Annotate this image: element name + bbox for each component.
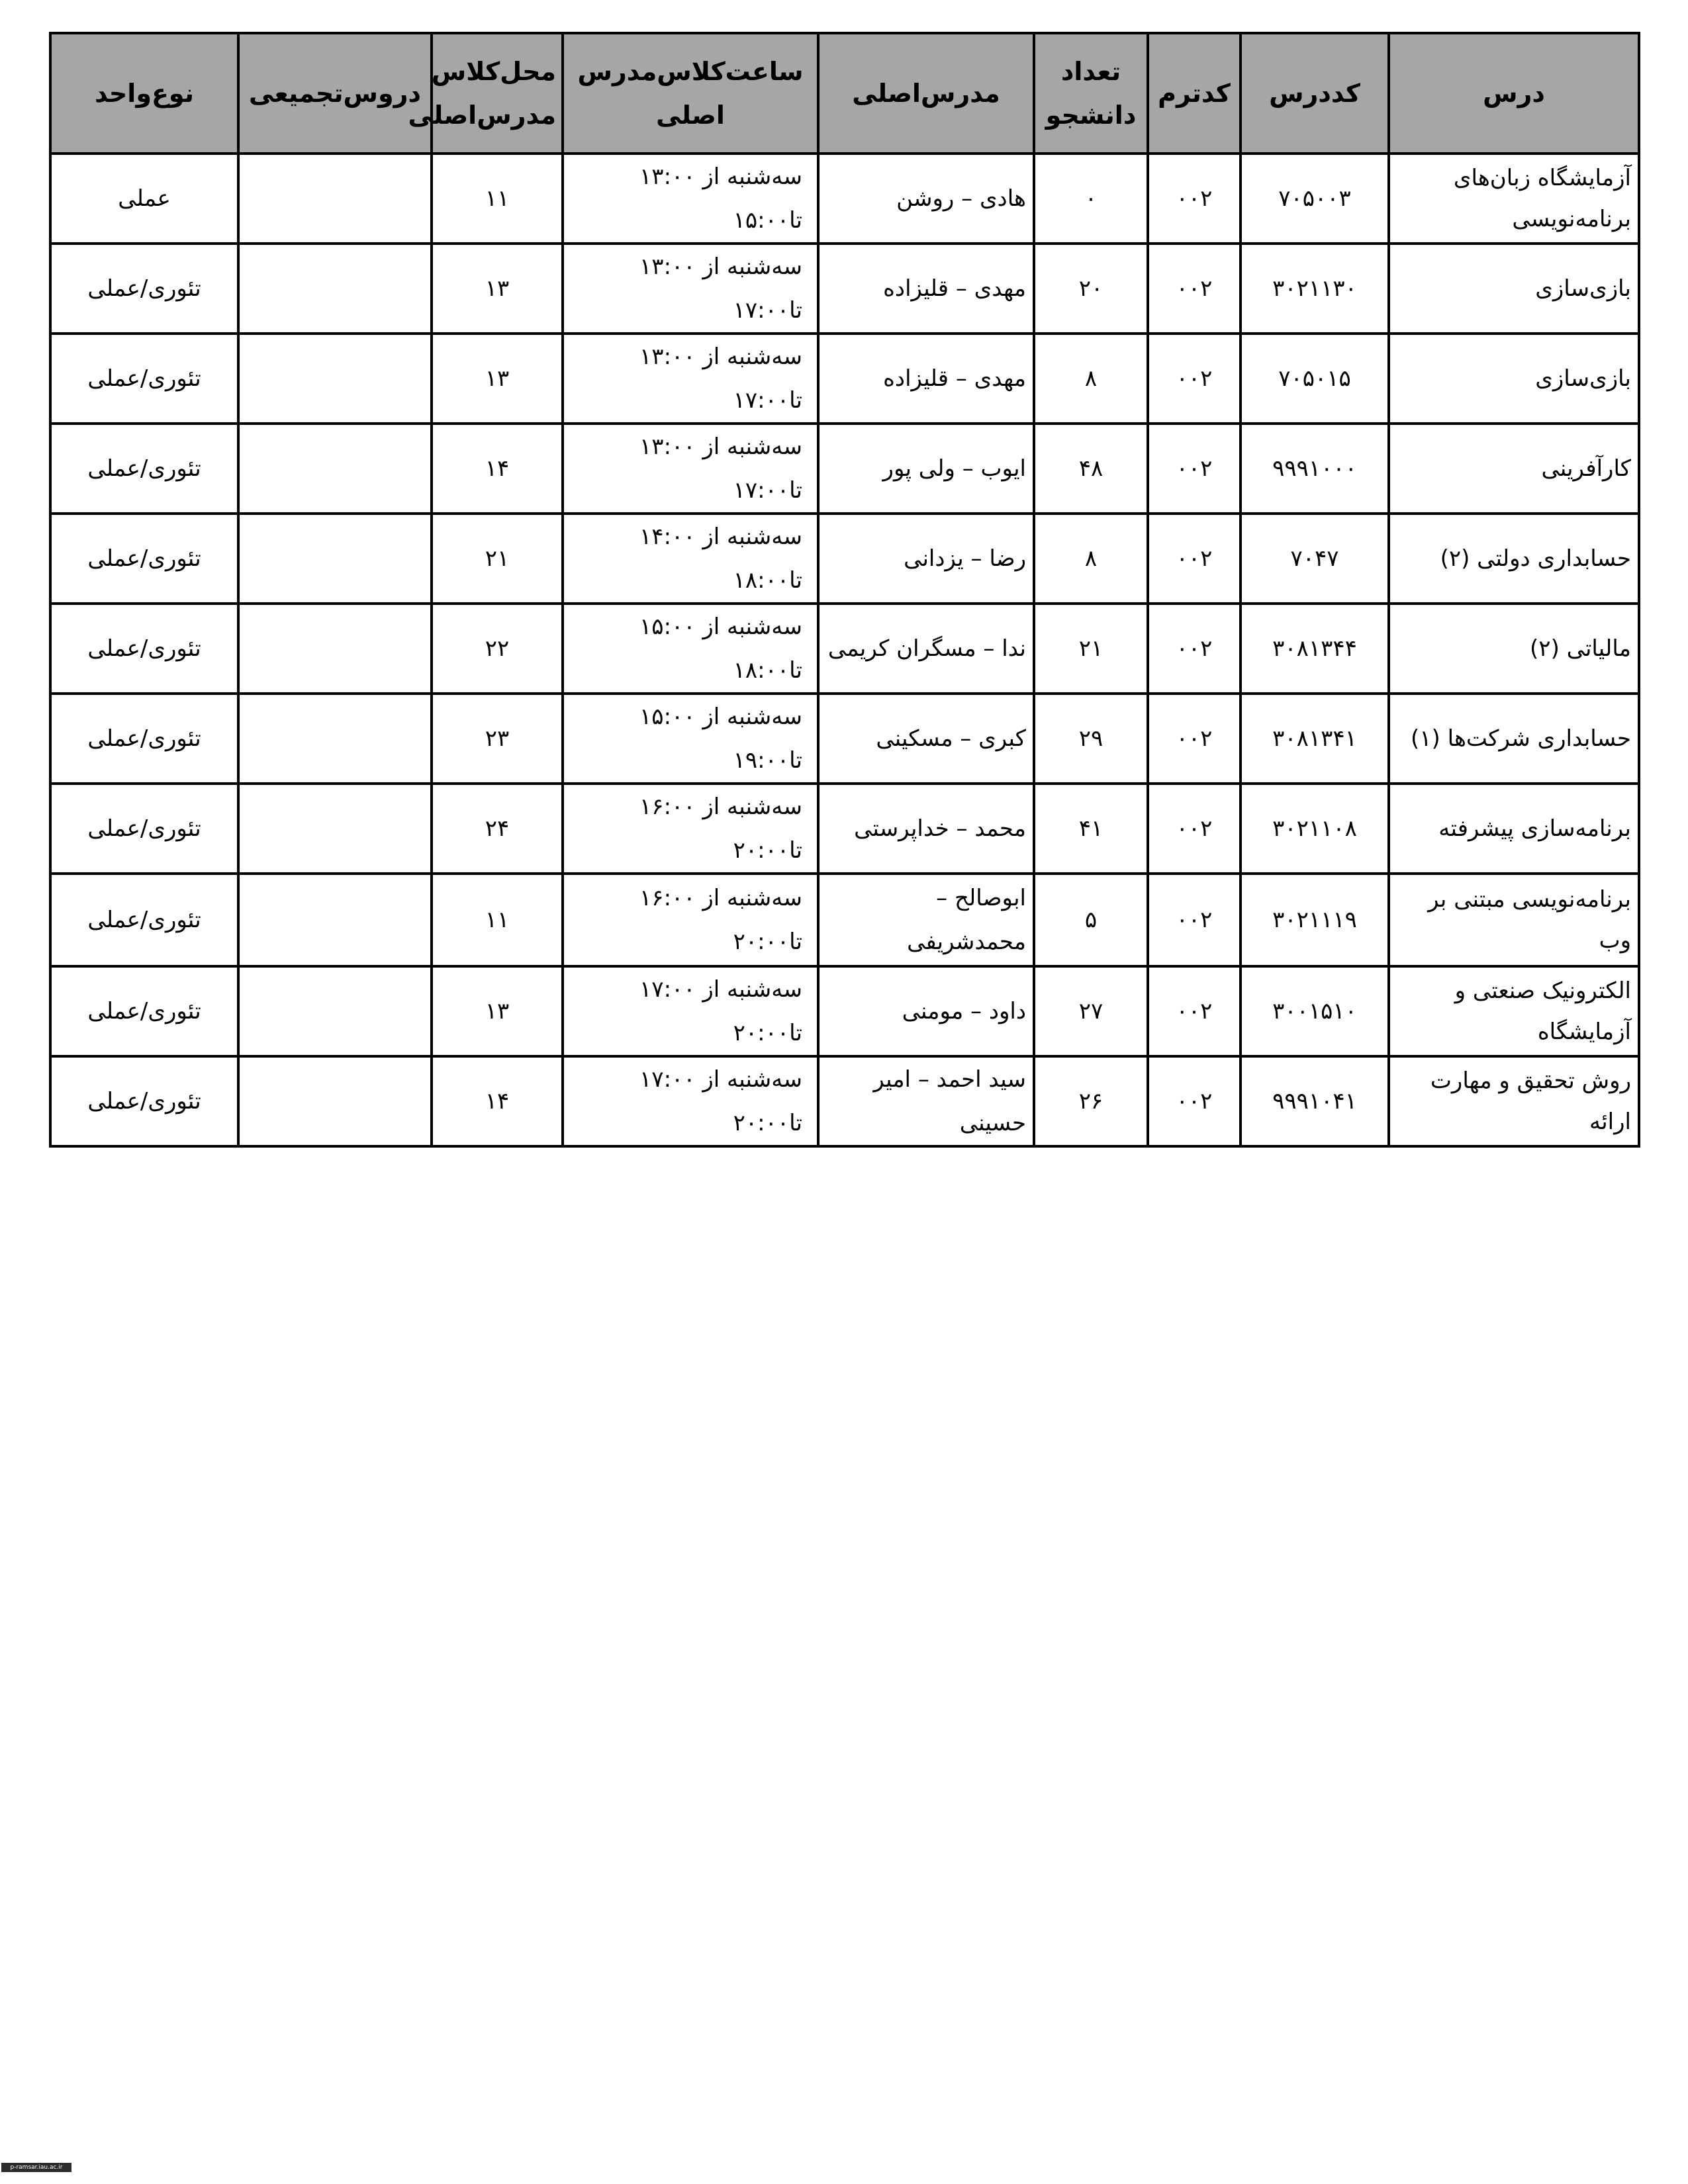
cell-combined-courses xyxy=(238,514,432,604)
cell-course-code: ۳۰۸۱۳۴۴ xyxy=(1241,604,1389,694)
cell-course-code: ۳۰۲۱۱۳۰ xyxy=(1241,244,1389,334)
cell-course: الکترونیک صنعتی و آزمایشگاه xyxy=(1389,966,1639,1056)
cell-course: کارآفرینی xyxy=(1389,424,1639,514)
cell-course-code: ۳۰۲۱۱۱۹ xyxy=(1241,874,1389,966)
cell-unit-type: تئوری/عملی xyxy=(50,424,238,514)
cell-unit-type: تئوری/عملی xyxy=(50,334,238,424)
cell-main-teacher: ابوصالح – محمدشریفی xyxy=(818,874,1034,966)
cell-student-count: ۵ xyxy=(1034,874,1148,966)
cell-main-teacher: مهدی – قلیزاده xyxy=(818,244,1034,334)
cell-combined-courses xyxy=(238,966,432,1056)
table-row xyxy=(50,784,1639,874)
cell-combined-courses xyxy=(238,1056,432,1146)
cell-student-count: ۲۹ xyxy=(1034,694,1148,784)
table-row xyxy=(50,154,1639,244)
cell-course: مالیاتی (۲) xyxy=(1389,604,1639,694)
header-course: درس xyxy=(1389,33,1639,154)
cell-course: بازی‌سازی xyxy=(1389,244,1639,334)
cell-term-code: ۰۰۲ xyxy=(1148,514,1241,604)
cell-class-time: سه‌شنبه از ۱۳:۰۰ تا۱۵:۰۰ xyxy=(563,154,818,244)
cell-course: حسابداری شرکت‌ها (۱) xyxy=(1389,694,1639,784)
table-row xyxy=(50,244,1639,334)
cell-student-count: ۲۷ xyxy=(1034,966,1148,1056)
cell-unit-type: تئوری/عملی xyxy=(50,784,238,874)
cell-class-time: سه‌شنبه از ۱۷:۰۰ تا۲۰:۰۰ xyxy=(563,966,818,1056)
cell-main-teacher: ایوب – ولی پور xyxy=(818,424,1034,514)
header-course-code: کددرس xyxy=(1241,33,1389,154)
cell-unit-type: تئوری/عملی xyxy=(50,604,238,694)
table-header-row xyxy=(50,33,1639,154)
cell-class-room: ۱۴ xyxy=(432,424,563,514)
cell-main-teacher: کبری – مسکینی xyxy=(818,694,1034,784)
cell-course: برنامه‌سازی پیشرفته xyxy=(1389,784,1639,874)
cell-class-room: ۲۳ xyxy=(432,694,563,784)
cell-main-teacher: داود – مومنی xyxy=(818,966,1034,1056)
cell-course-code: ۷۰۴۷ xyxy=(1241,514,1389,604)
cell-term-code: ۰۰۲ xyxy=(1148,694,1241,784)
cell-class-time: سه‌شنبه از ۱۵:۰۰ تا۱۹:۰۰ xyxy=(563,694,818,784)
header-term-code: کدترم xyxy=(1148,33,1241,154)
cell-term-code: ۰۰۲ xyxy=(1148,334,1241,424)
cell-student-count: ۲۶ xyxy=(1034,1056,1148,1146)
cell-course-code: ۳۰۲۱۱۰۸ xyxy=(1241,784,1389,874)
cell-course: بازی‌سازی xyxy=(1389,334,1639,424)
cell-class-room: ۱۳ xyxy=(432,966,563,1056)
cell-combined-courses xyxy=(238,694,432,784)
cell-class-time: سه‌شنبه از ۱۳:۰۰ تا۱۷:۰۰ xyxy=(563,424,818,514)
cell-course-code: ۳۰۰۱۵۱۰ xyxy=(1241,966,1389,1056)
table-body xyxy=(50,154,1639,1146)
site-watermark: p-ramsar.iau.ac.ir xyxy=(1,2163,71,2172)
cell-term-code: ۰۰۲ xyxy=(1148,784,1241,874)
cell-combined-courses xyxy=(238,244,432,334)
cell-main-teacher: مهدی – قلیزاده xyxy=(818,334,1034,424)
cell-combined-courses xyxy=(238,874,432,966)
cell-unit-type: تئوری/عملی xyxy=(50,244,238,334)
header-main-teacher: مدرس‌اصلی xyxy=(818,33,1034,154)
cell-term-code: ۰۰۲ xyxy=(1148,424,1241,514)
cell-term-code: ۰۰۲ xyxy=(1148,1056,1241,1146)
table-row xyxy=(50,1056,1639,1146)
cell-class-room: ۱۳ xyxy=(432,334,563,424)
cell-unit-type: عملی xyxy=(50,154,238,244)
cell-student-count: ۰ xyxy=(1034,154,1148,244)
header-student-count: تعداد دانشجو xyxy=(1034,33,1148,154)
cell-student-count: ۲۰ xyxy=(1034,244,1148,334)
cell-course-code: ۹۹۹۱۰۴۱ xyxy=(1241,1056,1389,1146)
cell-combined-courses xyxy=(238,604,432,694)
cell-class-room: ۲۱ xyxy=(432,514,563,604)
cell-main-teacher: رضا – یزدانی xyxy=(818,514,1034,604)
table-row xyxy=(50,424,1639,514)
cell-class-time: سه‌شنبه از ۱۳:۰۰ تا۱۷:۰۰ xyxy=(563,244,818,334)
cell-term-code: ۰۰۲ xyxy=(1148,244,1241,334)
cell-main-teacher: محمد – خداپرستی xyxy=(818,784,1034,874)
table-row xyxy=(50,604,1639,694)
cell-combined-courses xyxy=(238,154,432,244)
header-class-room: محل‌کلاس مدرس‌اصلی xyxy=(432,33,563,154)
cell-course: آزمایشگاه زبان‌های برنامه‌نویسی xyxy=(1389,154,1639,244)
table-row xyxy=(50,874,1639,966)
cell-class-room: ۱۱ xyxy=(432,154,563,244)
cell-student-count: ۴۸ xyxy=(1034,424,1148,514)
cell-student-count: ۴۱ xyxy=(1034,784,1148,874)
table-row xyxy=(50,334,1639,424)
table-row xyxy=(50,966,1639,1056)
cell-main-teacher: ندا – مسگران کریمی xyxy=(818,604,1034,694)
cell-student-count: ۸ xyxy=(1034,334,1148,424)
cell-term-code: ۰۰۲ xyxy=(1148,966,1241,1056)
cell-class-time: سه‌شنبه از ۱۳:۰۰ تا۱۷:۰۰ xyxy=(563,334,818,424)
cell-course-code: ۷۰۵۰۰۳ xyxy=(1241,154,1389,244)
cell-combined-courses xyxy=(238,424,432,514)
cell-class-time: سه‌شنبه از ۱۵:۰۰ تا۱۸:۰۰ xyxy=(563,604,818,694)
cell-course-code: ۷۰۵۰۱۵ xyxy=(1241,334,1389,424)
header-class-time: ساعت‌کلاس‌مدرس اصلی xyxy=(563,33,818,154)
cell-course: برنامه‌نویسی مبتنی بر وب xyxy=(1389,874,1639,966)
table-row xyxy=(50,514,1639,604)
header-unit-type: نوع‌واحد xyxy=(50,33,238,154)
cell-course: روش تحقیق و مهارت ارائه xyxy=(1389,1056,1639,1146)
cell-unit-type: تئوری/عملی xyxy=(50,1056,238,1146)
cell-class-time: سه‌شنبه از ۱۴:۰۰ تا۱۸:۰۰ xyxy=(563,514,818,604)
cell-unit-type: تئوری/عملی xyxy=(50,514,238,604)
cell-class-room: ۲۲ xyxy=(432,604,563,694)
cell-class-room: ۲۴ xyxy=(432,784,563,874)
cell-student-count: ۸ xyxy=(1034,514,1148,604)
cell-combined-courses xyxy=(238,784,432,874)
cell-term-code: ۰۰۲ xyxy=(1148,604,1241,694)
cell-class-room: ۱۱ xyxy=(432,874,563,966)
cell-main-teacher: سید احمد – امیر حسینی xyxy=(818,1056,1034,1146)
cell-main-teacher: هادی – روشن xyxy=(818,154,1034,244)
cell-class-room: ۱۴ xyxy=(432,1056,563,1146)
table-row xyxy=(50,694,1639,784)
cell-term-code: ۰۰۲ xyxy=(1148,154,1241,244)
cell-course-code: ۳۰۸۱۳۴۱ xyxy=(1241,694,1389,784)
header-combined-courses: دروس‌تجمیعی xyxy=(238,33,432,154)
cell-student-count: ۲۱ xyxy=(1034,604,1148,694)
cell-course: حسابداری دولتی (۲) xyxy=(1389,514,1639,604)
cell-combined-courses xyxy=(238,334,432,424)
cell-class-time: سه‌شنبه از ۱۷:۰۰ تا۲۰:۰۰ xyxy=(563,1056,818,1146)
cell-class-time: سه‌شنبه از ۱۶:۰۰ تا۲۰:۰۰ xyxy=(563,784,818,874)
cell-term-code: ۰۰۲ xyxy=(1148,874,1241,966)
cell-course-code: ۹۹۹۱۰۰۰ xyxy=(1241,424,1389,514)
cell-unit-type: تئوری/عملی xyxy=(50,874,238,966)
course-schedule-table xyxy=(49,32,1640,1148)
cell-unit-type: تئوری/عملی xyxy=(50,966,238,1056)
cell-class-room: ۱۳ xyxy=(432,244,563,334)
cell-class-time: سه‌شنبه از ۱۶:۰۰ تا۲۰:۰۰ xyxy=(563,874,818,966)
cell-unit-type: تئوری/عملی xyxy=(50,694,238,784)
